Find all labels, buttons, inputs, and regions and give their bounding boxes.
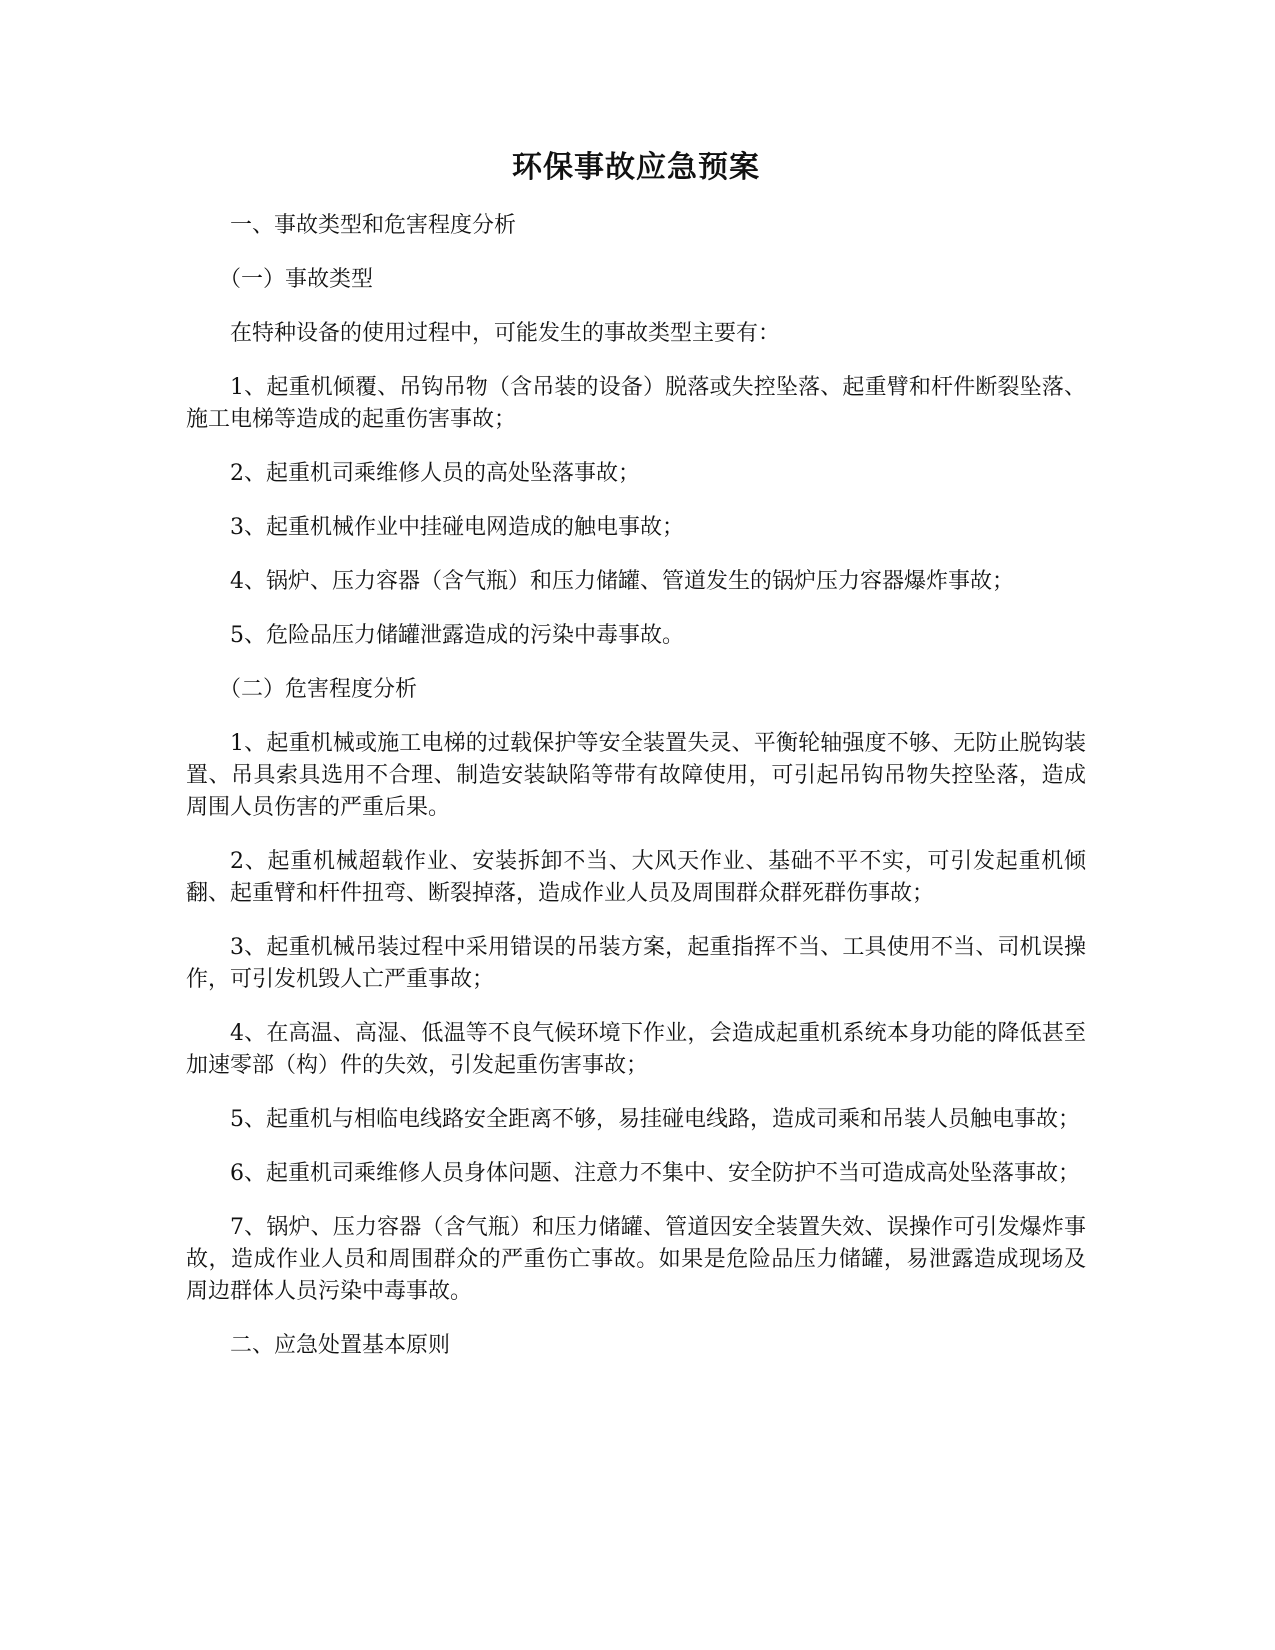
paragraph: 在特种设备的使用过程中，可能发生的事故类型主要有： [230,321,781,346]
document-page [186,148,1086,1384]
subsection-heading-hazard-analysis: （二）危害程度分析 [219,677,418,702]
list-item: 2、起重机械超载作业、安装拆卸不当、大风天作业、基础不平不实，可引发起重机倾翻、起重臂和杆件扭弯、断裂掉落，造成作业人员及周围群众群死群伤事故； [186,849,1086,906]
section-heading-2: 二、应急处置基本原则 [230,1333,451,1358]
list-item: 2、起重机司乘维修人员的高处坠落事故； [230,461,640,486]
list-item: 7、锅炉、压力容器（含气瓶）和压力储罐、管道因安全装置失效、误操作可引发爆炸事故，造成作业人员和周围群众的严重伤亡事故。如果是危险品压力储罐，易泄露造成现场及周边群体人员污染中毒事故。 [186,1215,1086,1304]
list-item: 5、起重机与相临电线路安全距离不够，易挂碰电线路，造成司乘和吊装人员触电事故； [230,1107,1080,1132]
list-item: 3、起重机械作业中挂碰电网造成的触电事故； [230,515,684,540]
list-item: 4、锅炉、压力容器（含气瓶）和压力储罐、管道发生的锅炉压力容器爆炸事故； [230,569,1014,594]
list-item: 6、起重机司乘维修人员身体问题、注意力不集中、安全防护不当可造成高处坠落事故； [230,1161,1080,1186]
list-item: 3、起重机械吊装过程中采用错误的吊装方案，起重指挥不当、工具使用不当、司机误操作，可引发机毁人亡严重事故； [186,935,1086,992]
section-heading-1: 一、事故类型和危害程度分析 [230,213,517,238]
list-item: 5、危险品压力储罐泄露造成的污染中毒事故。 [230,623,684,648]
list-item: 1、起重机倾覆、吊钩吊物（含吊装的设备）脱落或失控坠落、起重臂和杆件断裂坠落、施工电梯等造成的起重伤害事故； [186,375,1086,432]
document-title: 环保事故应急预案 [512,150,760,185]
list-item: 4、在高温、高湿、低温等不良气候环境下作业，会造成起重机系统本身功能的降低甚至加速零部（构）件的失效，引发起重伤害事故； [186,1021,1086,1078]
list-item: 1、起重机械或施工电梯的过载保护等安全装置失灵、平衡轮轴强度不够、无防止脱钩装置、吊具索具选用不合理、制造安装缺陷等带有故障使用，可引起吊钩吊物失控坠落，造成周围人员伤害的严重后果。 [186,731,1086,820]
subsection-heading-accident-types: （一）事故类型 [219,267,374,292]
